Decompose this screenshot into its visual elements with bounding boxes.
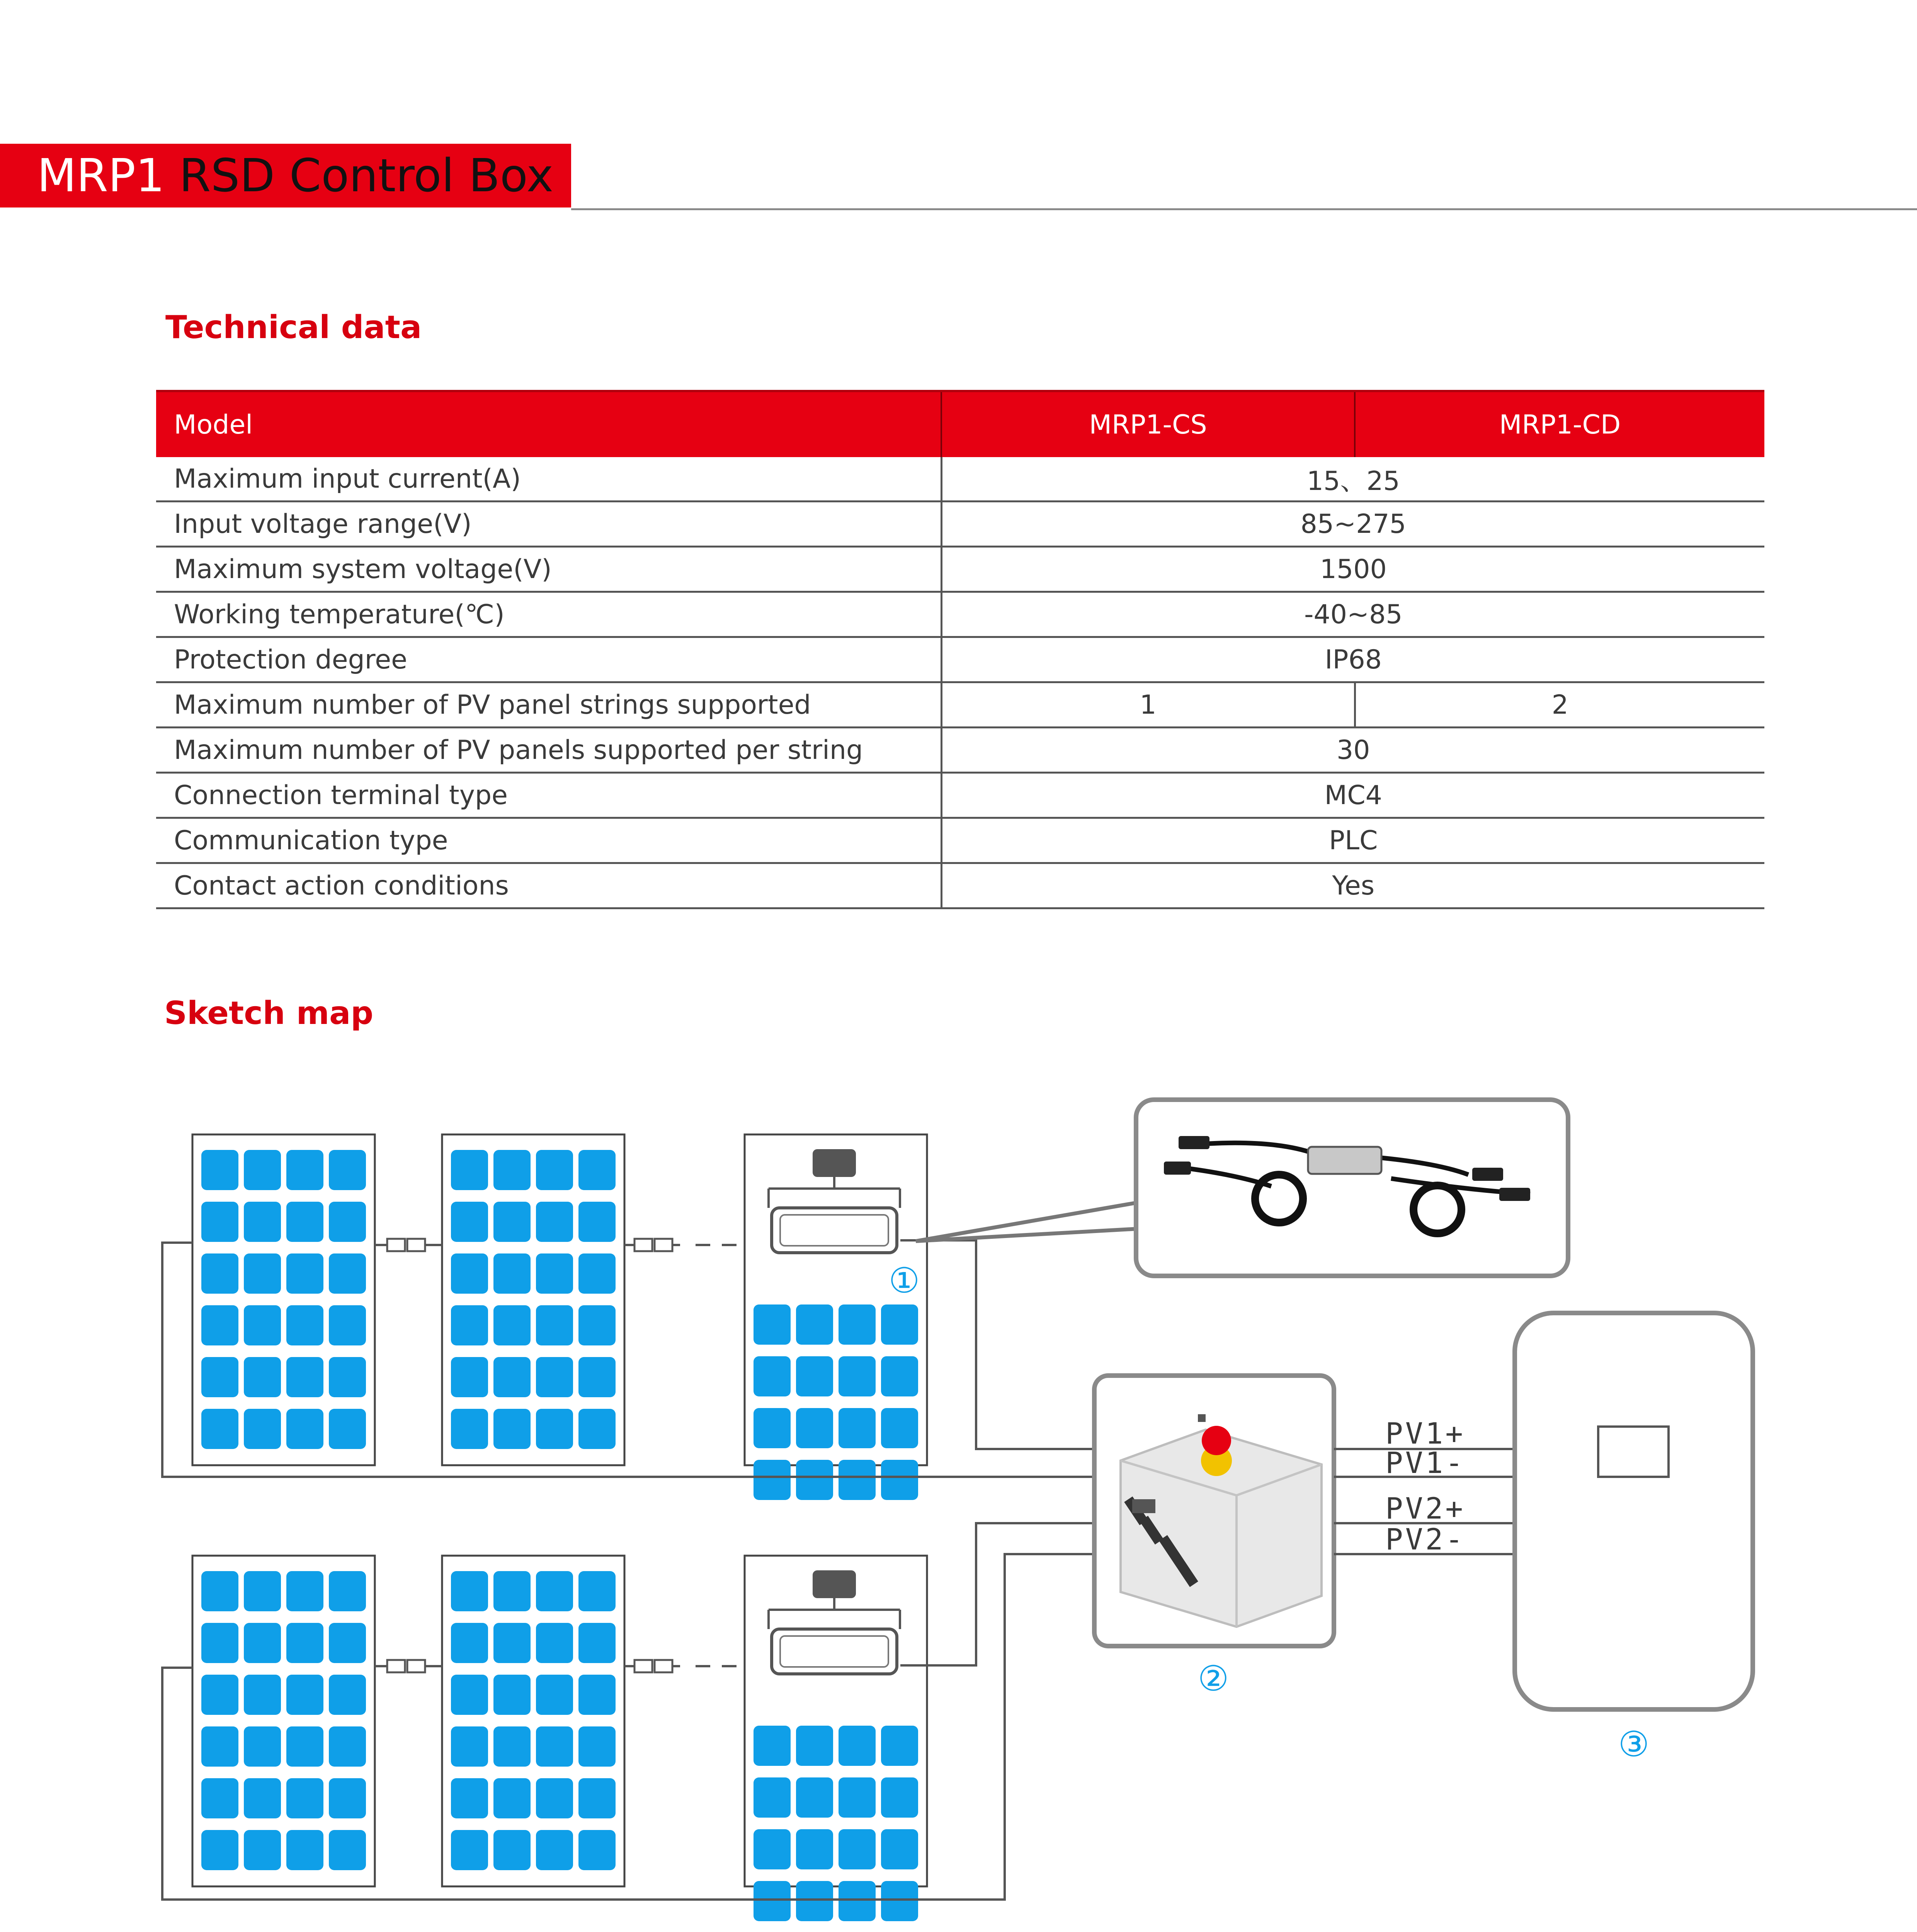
row-value: 30 [941,728,1764,773]
row-label: Maximum system voltage(V) [156,547,941,592]
row-label: Connection terminal type [156,773,941,818]
row-label: Protection degree [156,637,941,682]
row-value-cs: 1 [941,682,1355,728]
header-mrp1-cd: MRP1-CD [1355,391,1764,457]
row-label: Working temperature(℃) [156,592,941,637]
row-label: Input voltage range(V) [156,502,941,547]
row-value: 1500 [941,547,1764,592]
row-label: Communication type [156,818,941,863]
title-model: MRP1 [37,149,165,202]
pv-panel-bottom-1 [192,1556,375,1886]
wire-bottom-out [900,1523,1094,1665]
pv-panel-bottom-actuator [745,1556,927,1921]
port-pv1-plus: PV1+ [1385,1416,1466,1451]
page-title [37,144,553,207]
port-pv1-minus: PV1- [1385,1446,1466,1480]
title-rule [571,208,1917,210]
row-label: Contact action conditions [156,863,941,908]
port-pv2-minus: PV2- [1385,1522,1466,1556]
table-row [156,457,1764,502]
port-pv2-plus: PV2+ [1385,1491,1466,1526]
marker-1: ① [888,1260,920,1301]
header-mrp1-cs: MRP1-CS [941,391,1355,457]
table-row [156,728,1764,773]
table-row [156,592,1764,637]
pv-panel-top-actuator [745,1134,927,1500]
table-row [156,818,1764,863]
spec-table [156,390,1764,909]
table-row [156,863,1764,908]
row-value: 15、25 [941,457,1764,502]
inverter-display [1598,1427,1669,1477]
row-label: Maximum number of PV panels supported per string [156,728,941,773]
spec-header-row [156,391,1764,457]
wire-top-out [900,1240,1094,1449]
pv-panel-top-2 [442,1134,624,1465]
row-value: PLC [941,818,1764,863]
pv-panel-top-1 [192,1134,375,1465]
table-row [156,547,1764,592]
technical-data-heading: Technical data [165,309,422,346]
row-value-cd: 2 [1355,682,1764,728]
table-row [156,502,1764,547]
row-label: Maximum number of PV panel strings supported [156,682,941,728]
title-product: RSD Control Box [179,149,554,202]
row-value: 85~275 [941,502,1764,547]
row-value: IP68 [941,637,1764,682]
table-row [156,637,1764,682]
pv-panel-bottom-2 [442,1556,624,1886]
row-value: Yes [941,863,1764,908]
row-value: MC4 [941,773,1764,818]
header-model: Model [156,391,941,457]
sketch-diagram [0,1074,1917,1932]
inverter [1515,1313,1753,1709]
marker-2: ② [1197,1658,1229,1699]
callout-lines [916,1202,1138,1241]
sketch-map-heading: Sketch map [164,995,374,1032]
row-label: Maximum input current(A) [156,457,941,502]
row-value: -40~85 [941,592,1764,637]
marker-3: ③ [1618,1724,1650,1765]
table-row [156,682,1764,728]
table-row [156,773,1764,818]
